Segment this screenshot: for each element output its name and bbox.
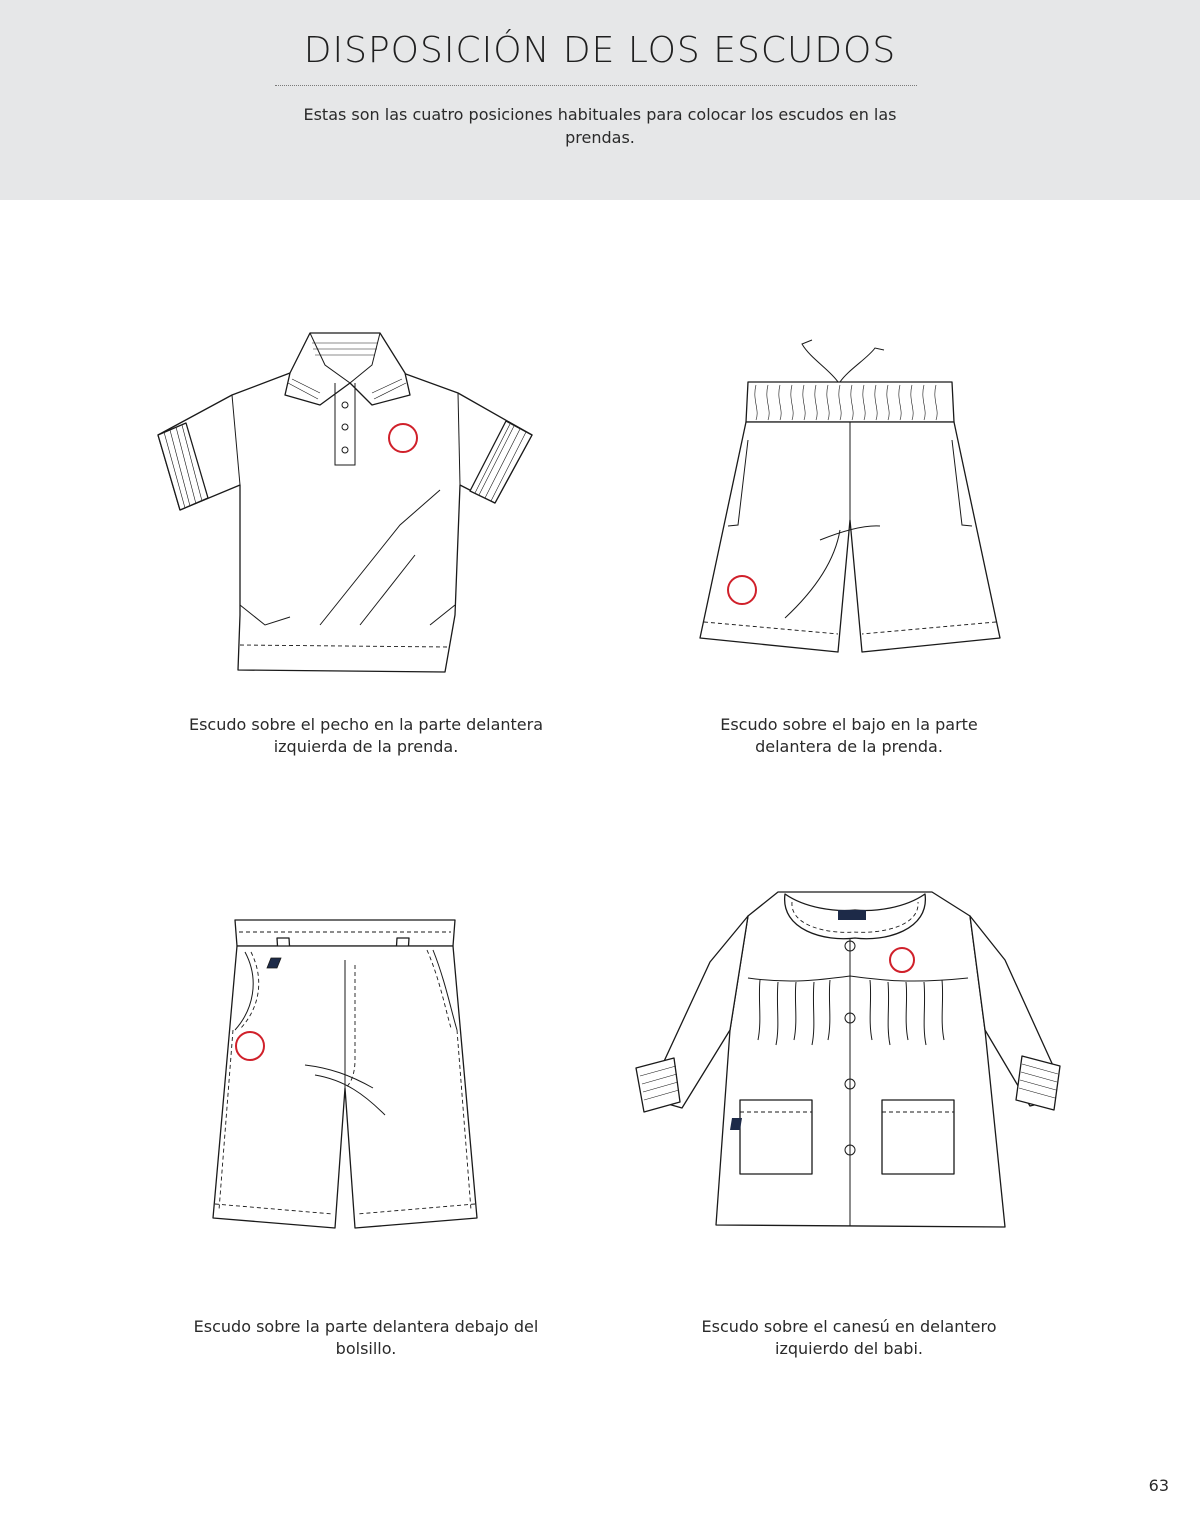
elastic-shorts-illustration [690,330,1010,660]
babi-smock-illustration [630,880,1070,1240]
bermuda-shorts-illustration [205,910,485,1235]
page-number: 63 [1148,1476,1169,1495]
babi-caption: Escudo sobre el canesú en delantero izquierdo del babi. [701,1317,997,1358]
bermuda-caption: Escudo sobre la parte delantera debajo del bolsillo. [193,1317,539,1358]
elastic-shorts-caption: Escudo sobre el bajo en la parte delantera de la prenda. [720,715,978,756]
title-divider [275,85,917,86]
header-band [0,0,1200,200]
page-title: DISPOSICIÓN DE LOS ESCUDOS [303,30,897,71]
polo-shirt-illustration [150,325,540,680]
polo-caption: Escudo sobre el pecho en la parte delantera izquierda de la prenda. [188,715,544,756]
intro-text: Estas son las cuatro posiciones habituales para colocar los escudos en las prendas. [303,105,897,147]
